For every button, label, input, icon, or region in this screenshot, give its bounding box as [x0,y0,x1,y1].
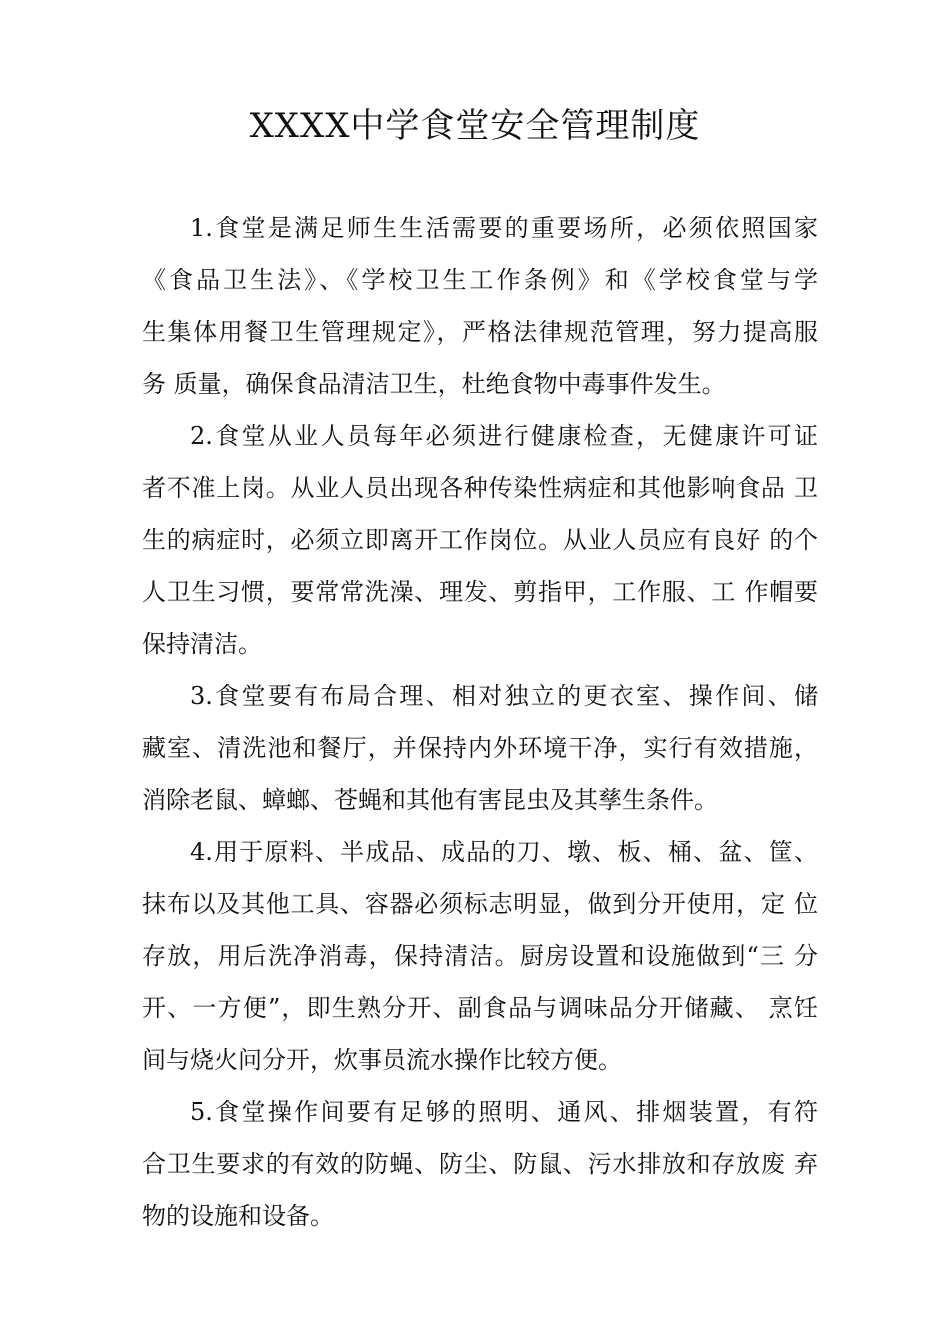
document-body [142,202,818,1242]
paragraph-line: 物的设施和设备。 [142,1202,334,1230]
paragraph-3 [142,670,818,826]
paragraph-line: 2.食堂从业人员每年必须进行健康检查，无健康许可证 [190,422,818,450]
paragraph-line: 5.食堂操作间要有足够的照明、通风、排烟装置，有符 [190,1098,818,1126]
page-title: XXXX中学食堂安全管理制度 [249,106,701,146]
paragraph-4 [142,826,818,1086]
paragraph-line: 存放，用后洗净消毒，保持清洁。厨房设置和设施做到“三 分 [142,942,818,970]
paragraph-line: 《食品卫生法》、《学校卫生工作条例》和《学校食堂与学 [142,266,818,294]
paragraph-2 [142,410,818,670]
paragraph-line: 开、一方便”，即生熟分开、副食品与调味品分开储藏、 烹饪 [142,994,818,1022]
paragraph-line: 生的病症时，必须立即离开工作岗位。从业人员应有良好 的个 [142,526,818,554]
paragraph-line: 1.食堂是满足师生生活需要的重要场所，必须依照国家 [190,214,818,242]
paragraph-5 [142,1086,818,1242]
paragraph-line: 生集体用餐卫生管理规定》，严格法律规范管理，努力提高服 [142,318,818,346]
paragraph-line: 间与烧火问分开，炊事员流水操作比较方便。 [142,1046,622,1074]
paragraph-line: 抹布以及其他工具、容器必须标志明显，做到分开使用，定 位 [142,890,818,918]
paragraph-line: 藏室、清洗池和餐厅，并保持内外环境干净，实行有效措施， [142,734,818,762]
paragraph-line: 合卫生要求的有效的防蝇、防尘、防鼠、污水排放和存放废 弃 [142,1150,818,1178]
paragraph-line: 人卫生习惯，要常常洗澡、理发、剪指甲，工作服、工 作帽要 [142,578,818,606]
paragraph-line: 4.用于原料、半成品、成品的刀、墩、板、桶、盆、筐、 [190,838,818,866]
paragraph-line: 务 质量，确保食品清洁卫生，杜绝食物中毒事件发生。 [142,370,726,398]
paragraph-line: 消除老鼠、蟑螂、苍蝇和其他有害昆虫及其孳生条件。 [142,786,718,814]
paragraph-line: 3.食堂要有布局合理、相对独立的更衣室、操作间、储 [190,682,818,710]
paragraph-line: 保持清洁。 [142,630,262,658]
paragraph-line: 者不准上岗。从业人员出现各种传染性病症和其他影响食品 卫 [142,474,818,502]
paragraph-1 [142,202,818,410]
